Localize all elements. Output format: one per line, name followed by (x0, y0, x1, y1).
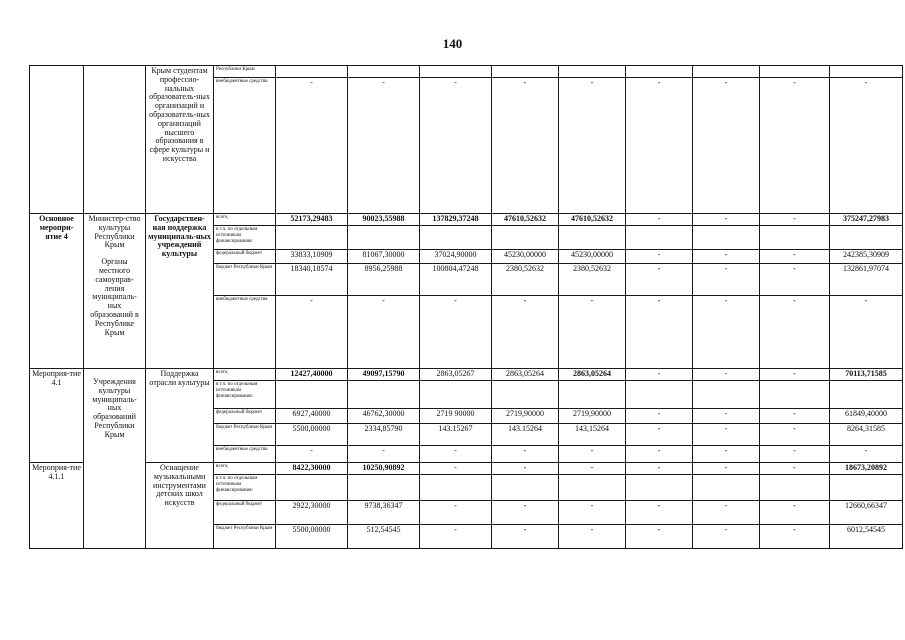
measure-title: Государствен-ная поддержка муниципаль-ных учреждений культуры (146, 214, 214, 369)
measure-title: Оснащение музыкальными инструментами детских школ искусств (146, 463, 214, 549)
table-row: внебюджетные средства - - - - - - - - - (30, 446, 903, 463)
table-row: федеральный бюджет 2922,30000 9738,36347 - - - - - - 12660,66347 (30, 501, 903, 525)
row-label: Республики Крым (214, 66, 276, 78)
page-number: 140 (442, 36, 463, 51)
row-label: внебюджетные средства (214, 78, 276, 214)
measure-name: Мероприя-тие 4.1 (30, 369, 84, 463)
executor: Министер-ство культуры Республики Крым Органы местного самоуправ-ления муниципаль-ных образований в Республике Крым (84, 214, 146, 369)
task-text: Крым студентам профессио-нальных образователь-ных организаций и образователь-ных организаций высшего образования в сфере культуры и искусства (146, 66, 214, 214)
table-row: внебюджетные средства - - - - - - - - - (30, 296, 903, 369)
table-row: бюджет Республики Крым 5500,00000 2334,85790 143.15267 143.15264 143,15264 - - - 8264,31585 (30, 424, 903, 446)
table-row (30, 66, 903, 78)
table-row: в т.ч. по отдельным источникам финансирования: (30, 226, 903, 250)
table-row: бюджет Республики Крым 18340,18574 8956,25988 100804,47248 2380,52632 2380,52632 - - - 132861,97074 (30, 264, 903, 296)
table-row: внебюджетные средства - - - - - - - - - (30, 78, 903, 214)
table-row: в т.ч. по отдельным источникам финансирования: (30, 381, 903, 409)
table-row: Мероприя-тие 4.1.1 Оснащение музыкальными инструментами детских школ искусств всего, 8422,30000 10250,90892 - - - - - - 18673,20892 (30, 463, 903, 475)
table-row: федеральный бюджет 6927,40000 46762,30000 2719 90000 2719,90000 2719,90000 - - - 61849,40000 (30, 409, 903, 424)
table-row: бюджет Республики Крым 5500,00000 512,54545 - - - - - - 6012,54545 (30, 525, 903, 549)
executor: Учреждения культуры муниципаль-ных образований Республики Крым (84, 369, 146, 549)
table-row: Основное меропри-ятие 4 Министер-ство культуры Республики Крым Органы местного самоуправ-ления муниципаль-ных образований в Республике Крым Государствен-ная поддержка муниципаль-ных учреждений культуры всего, 52173,29483 90023,55988 137829,37248 47610,52632 47610,52632 - - - 375247,27983 (30, 214, 903, 226)
measure-title: Поддержка отрасли культуры (146, 369, 214, 463)
table-row: федеральный бюджет 33833,10909 81067,30000 37024,90000 45230,00000 45230,00000 - - - 242385,30909 (30, 250, 903, 264)
measure-name: Основное меропри-ятие 4 (30, 214, 84, 369)
measure-name: Мероприя-тие 4.1.1 (30, 463, 84, 549)
table-row: Мероприя-тие 4.1 Учреждения культуры муниципаль-ных образований Республики Крым Поддержка отрасли культуры всего, 12427,40000 49097,15790 2863,05267 2863,05264 2863,05264 - - - 70113,71585 (30, 369, 903, 381)
budget-table (29, 65, 903, 549)
table-row: в т.ч. по отдельным источникам финансирования: (30, 475, 903, 501)
